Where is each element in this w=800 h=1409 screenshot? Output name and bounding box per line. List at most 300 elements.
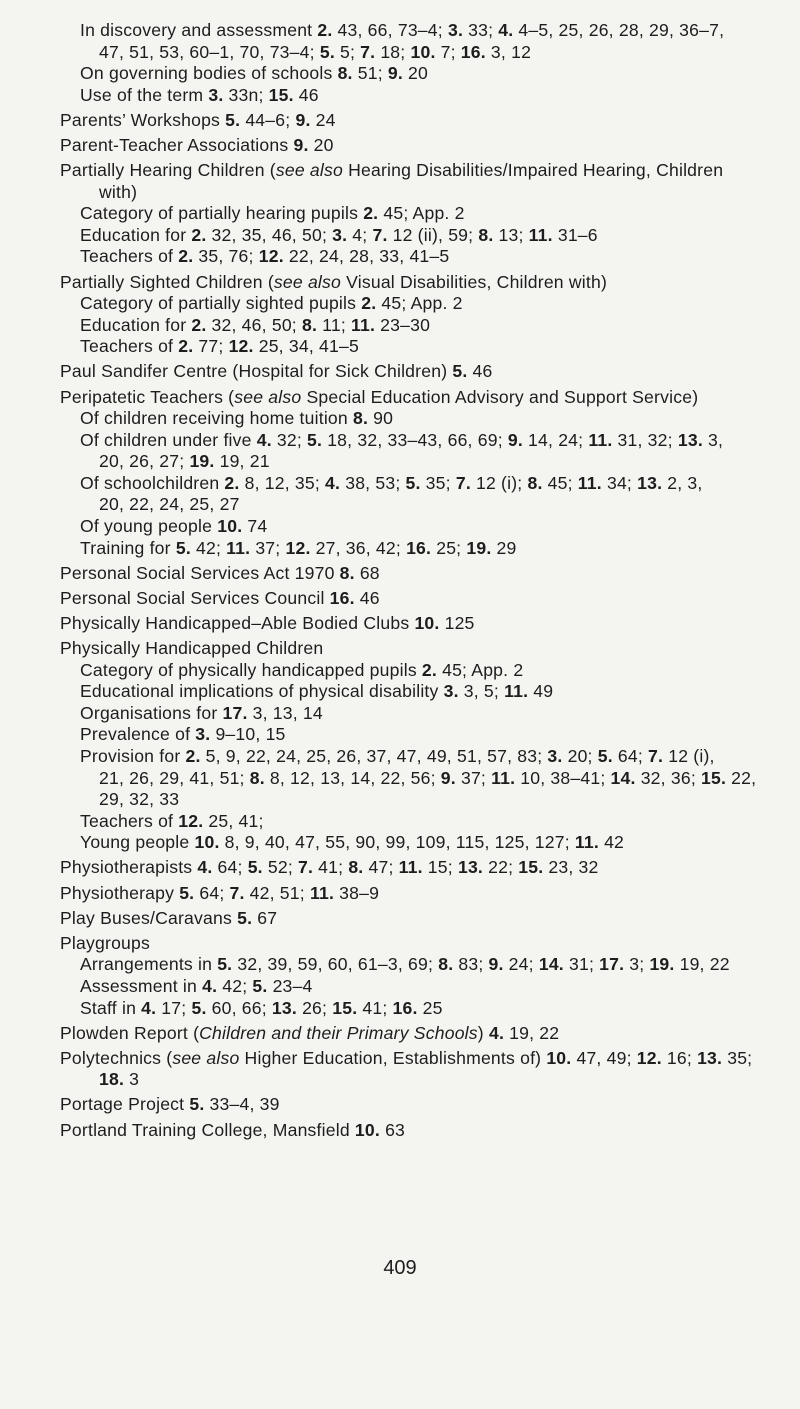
index-line (60, 1094, 785, 1116)
index-line (60, 63, 785, 85)
index-entries (60, 20, 785, 1141)
volume-number: 15. (332, 997, 358, 1018)
volume-number: 5. (252, 975, 268, 996)
entry-text: 38–9 (334, 882, 380, 903)
entry-text: 18; (375, 41, 411, 62)
volume-number: 19. (189, 451, 215, 472)
volume-number: 9. (295, 109, 311, 130)
entry-text: 3, 13, 14 (247, 702, 323, 723)
volume-number: 5. (217, 954, 233, 975)
entry-text: 43, 66, 73–4; (332, 20, 448, 40)
entry-text: 35; (722, 1047, 753, 1068)
entry-text: ) (477, 1022, 489, 1043)
entry-text: 24 (310, 109, 336, 130)
entry-text: 17; (156, 997, 192, 1018)
volume-number: 15. (701, 767, 727, 788)
volume-number: 9. (488, 954, 504, 975)
volume-number: 10. (410, 41, 436, 62)
index-line (60, 387, 785, 409)
entry-text: 3, 12 (485, 41, 532, 62)
entry-text: Young people (80, 832, 195, 853)
entry-text: 12 (i), (663, 746, 715, 766)
volume-number: 12. (285, 537, 311, 558)
entry-text: 34; (601, 472, 638, 493)
entry-text: Personal Social Services Council (60, 587, 330, 608)
cross-reference-text: Children and their Primary Schools (199, 1022, 478, 1043)
entry-text: 90 (368, 408, 394, 429)
entry-text: Visual Disabilities, Children with) (341, 271, 608, 292)
volume-number: 7. (372, 224, 388, 245)
volume-number: 9. (440, 767, 456, 788)
entry-text: Educational implications of physical disability (80, 681, 444, 702)
entry-text: Physiotherapy (60, 882, 180, 903)
entry-text: Of schoolchildren (80, 472, 225, 493)
entry-text: 51; (352, 63, 388, 84)
index-line (60, 20, 785, 42)
volume-number: 11. (491, 767, 516, 788)
volume-number: 15. (518, 857, 544, 878)
entry-text: 64; (612, 746, 649, 766)
entry-text: 35; (420, 472, 456, 493)
entry-text: 12 (ii), 59; (387, 224, 479, 245)
entry-text: 10, 38–41; (515, 767, 611, 788)
volume-number: 10. (354, 1119, 380, 1140)
volume-number: 7. (360, 41, 376, 62)
entry-text: 29, 32, 33 (99, 789, 180, 810)
entry-text: 42; (190, 537, 227, 558)
entry-text: 41; (313, 857, 349, 878)
entry-text: 18, 32, 33–43, 66, 69; (322, 429, 508, 450)
entry-text: 19, 22 (504, 1022, 560, 1043)
index-line (60, 336, 785, 358)
index-line (60, 681, 785, 703)
index-line (60, 563, 785, 585)
entry-text: 60, 66; (206, 997, 272, 1018)
volume-number: 8. (339, 562, 355, 583)
volume-number: 13. (677, 429, 703, 450)
entry-text: Peripatetic Teachers ( (60, 386, 235, 407)
entry-text: 25 (417, 997, 443, 1018)
volume-number: 4. (256, 429, 272, 450)
volume-number: 3. (547, 746, 563, 766)
volume-number: 18. (99, 1069, 125, 1090)
index-line (60, 832, 785, 854)
volume-number: 7. (455, 472, 471, 493)
index-line (60, 135, 785, 157)
entry-text: 22; (483, 857, 519, 878)
entry-text: 74 (242, 516, 268, 537)
volume-number: 2. (191, 224, 207, 245)
index-line (60, 361, 785, 383)
entry-text: 5; (334, 41, 361, 62)
entry-text: 11; (317, 314, 351, 335)
entry-text: Physiotherapists (60, 857, 198, 878)
entry-text: 47, 51, 53, 60–1, 70, 73–4; (99, 41, 320, 62)
volume-number: 13. (637, 472, 663, 493)
entry-text: 37; (455, 767, 492, 788)
entry-text: 14, 24; (522, 429, 589, 450)
cross-reference-text: see also (275, 160, 343, 181)
index-line (60, 613, 785, 635)
entry-text: 52; (262, 857, 298, 878)
entry-text: 33n; (223, 84, 269, 105)
entry-text: 33–4, 39 (204, 1094, 280, 1115)
entry-text: 8, 12, 35; (239, 472, 326, 493)
volume-number: 8. (337, 63, 353, 84)
volume-number: 4. (325, 472, 341, 493)
volume-number: 7. (298, 857, 314, 878)
entry-text: 31; (563, 954, 600, 975)
entry-text: 3; (624, 954, 650, 975)
volume-number: 17. (222, 702, 248, 723)
volume-number: 4. (498, 20, 514, 40)
volume-number: 13. (697, 1047, 723, 1068)
volume-number: 19. (466, 537, 492, 558)
index-line (60, 160, 785, 182)
index-line (60, 857, 785, 879)
index-line (60, 516, 785, 538)
volume-number: 8. (301, 314, 318, 335)
entry-text: Category of partially hearing pupils (80, 203, 364, 224)
entry-text: 31, 32; (612, 429, 678, 450)
volume-number: 4. (141, 997, 157, 1018)
entry-text: 83; (453, 954, 489, 975)
entry-text: Teachers of (80, 246, 179, 267)
entry-text: 5, 9, 22, 24, 25, 26, 37, 47, 49, 51, 57, 83; (200, 746, 548, 766)
volume-number: 11. (398, 857, 423, 878)
volume-number: 14. (610, 767, 636, 788)
entry-text: 64; (212, 857, 248, 878)
volume-number: 11. (528, 224, 553, 245)
entry-text: 26; (296, 997, 333, 1018)
entry-text: 16; (661, 1047, 698, 1068)
volume-number: 11. (504, 681, 529, 702)
volume-number: 10. (194, 832, 220, 853)
index-line (60, 408, 785, 430)
volume-number: 3. (332, 224, 348, 245)
volume-number: 5. (175, 537, 191, 558)
entry-text: 29 (491, 537, 517, 558)
entry-text: 8, 12, 13, 14, 22, 56; (264, 767, 441, 788)
entry-text: 32, 46, 50; (206, 314, 302, 335)
entry-text: 125 (439, 612, 475, 633)
volume-number: 8. (249, 767, 265, 788)
index-line (60, 315, 785, 337)
cross-reference-text: see also (234, 386, 302, 407)
volume-number: 8. (478, 224, 494, 245)
volume-number: 2. (178, 246, 194, 267)
entry-text: 4; (347, 224, 373, 245)
entry-text: 12 (i); (470, 472, 528, 493)
entry-text: Plowden Report ( (60, 1022, 200, 1043)
index-line (60, 724, 785, 746)
index-line (60, 588, 785, 610)
entry-text: 22, 24, 28, 33, 41–5 (283, 246, 450, 267)
volume-number: 2. (185, 746, 201, 766)
volume-number: 10. (414, 612, 440, 633)
volume-number: 8. (527, 472, 543, 493)
index-line (60, 638, 785, 660)
volume-number: 10. (546, 1047, 572, 1068)
entry-text: Prevalence of (80, 724, 196, 745)
index-line (60, 538, 785, 560)
entry-text: 64; (194, 882, 230, 903)
entry-text: Provision for (80, 746, 186, 766)
volume-number: 9. (293, 134, 309, 155)
entry-text: 4–5, 25, 26, 28, 29, 36–7, (513, 20, 725, 40)
entry-text: 63 (379, 1119, 406, 1140)
entry-text: Partially Sighted Children ( (60, 271, 274, 292)
index-line (60, 954, 785, 976)
entry-text: 3 (124, 1069, 140, 1090)
entry-text: 46 (467, 361, 493, 382)
entry-text: 20 (308, 134, 334, 155)
volume-number: 8. (353, 408, 369, 429)
entry-text: Use of the term (80, 84, 209, 105)
entry-text: Portage Project (60, 1094, 190, 1115)
volume-number: 16. (460, 41, 486, 62)
volume-number: 11. (588, 429, 613, 450)
entry-text: with) (99, 181, 138, 202)
entry-text: Parent-Teacher Associations (60, 134, 294, 155)
volume-number: 11. (351, 314, 376, 335)
index-line (60, 768, 785, 790)
entry-text: 42; (217, 975, 253, 996)
index-line (60, 203, 785, 225)
entry-text: 20, 22, 24, 25, 27 (99, 494, 240, 515)
entry-text: 20, 26, 27; (99, 451, 190, 472)
entry-text: Polytechnics ( (60, 1047, 173, 1068)
entry-text: Arrangements in (80, 954, 218, 975)
entry-text: Hearing Disabilities/Impaired Hearing, Children (342, 160, 724, 181)
volume-number: 12. (178, 810, 204, 831)
page-number: 409 (383, 1257, 417, 1279)
volume-number: 4. (202, 975, 218, 996)
entry-text: 45; App. 2 (378, 203, 465, 224)
entry-text: 23, 32 (543, 857, 599, 878)
entry-text: 22, (726, 767, 757, 788)
entry-text: 25, 41; (203, 810, 264, 831)
entry-text: Personal Social Services Act 1970 (60, 562, 340, 583)
entry-text: 68 (354, 562, 380, 583)
index-line (60, 703, 785, 725)
entry-text: Higher Education, Establishments of) (239, 1047, 547, 1068)
entry-text: 21, 26, 29, 41, 51; (99, 767, 250, 788)
volume-number: 11. (226, 537, 251, 558)
entry-text: Education for (80, 224, 192, 245)
entry-text: 32, 36; (635, 767, 701, 788)
volume-number: 5. (179, 882, 195, 903)
volume-number: 11. (577, 472, 602, 493)
volume-number: 15. (268, 84, 294, 105)
entry-text: Special Education Advisory and Support Service) (301, 386, 699, 407)
volume-number: 9. (387, 63, 403, 84)
index-line (60, 272, 785, 294)
entry-text: 3, 5; (458, 681, 505, 702)
entry-text: 8, 9, 40, 47, 55, 90, 99, 109, 115, 125, 127; (219, 832, 575, 853)
volume-number: 4. (197, 857, 213, 878)
entry-text: 19, 22 (674, 954, 730, 975)
entry-text: 2, 3, (662, 472, 703, 493)
volume-number: 16. (392, 997, 418, 1018)
entry-text: 13; (493, 224, 529, 245)
volume-number: 11. (574, 832, 599, 853)
entry-text: 42 (598, 832, 625, 853)
entry-text: 23–30 (375, 314, 431, 335)
entry-text: Parents’ Workshops (60, 109, 226, 130)
index-line (60, 660, 785, 682)
volume-number: 12. (228, 336, 254, 357)
index-line (60, 110, 785, 132)
index-line (60, 746, 785, 768)
volume-number: 5. (225, 109, 241, 130)
volume-number: 7. (648, 746, 664, 766)
volume-number: 5. (247, 857, 263, 878)
entry-text: 20; (562, 746, 598, 766)
volume-number: 17. (599, 954, 625, 975)
entry-text: 41; (357, 997, 393, 1018)
entry-text: 47, 49; (571, 1047, 637, 1068)
index-line (60, 1120, 785, 1142)
entry-text: Organisations for (80, 702, 223, 723)
entry-text: 38, 53; (340, 472, 406, 493)
index-line (60, 1023, 785, 1045)
entry-text: Assessment in (80, 975, 203, 996)
volume-number: 13. (457, 857, 484, 878)
entry-text: 35, 76; (193, 246, 259, 267)
index-line (60, 293, 785, 315)
index-line (60, 42, 785, 64)
entry-text: Staff in (80, 997, 142, 1018)
index-line (60, 1048, 785, 1070)
entry-text: 20 (402, 63, 429, 84)
index-line (60, 1069, 785, 1091)
entry-text: 31–6 (552, 224, 598, 245)
entry-text: 42, 51; (244, 882, 310, 903)
volume-number: 5. (319, 41, 335, 62)
volume-number: 9. (507, 429, 523, 450)
index-line (60, 473, 785, 495)
volume-number: 5. (189, 1094, 205, 1115)
entry-text: Physically Handicapped–Able Bodied Clubs (60, 612, 415, 633)
volume-number: 14. (538, 954, 564, 975)
entry-text: Partially Hearing Children ( (60, 160, 276, 181)
index-line (60, 246, 785, 268)
volume-number: 5. (597, 746, 613, 766)
entry-text: Paul Sandifer Centre (Hospital for Sick Children) (60, 361, 453, 382)
entry-text: Teachers of (80, 336, 179, 357)
entry-text: 3, (702, 429, 724, 450)
entry-text: Category of partially sighted pupils (80, 293, 362, 314)
entry-text: 27, 36, 42; (310, 537, 407, 558)
index-line (60, 811, 785, 833)
entry-text: Portland Training College, Mansfield (60, 1119, 355, 1140)
entry-text: 32; (271, 429, 308, 450)
volume-number: 12. (636, 1047, 662, 1068)
index-line (60, 451, 785, 473)
entry-text: Play Buses/Caravans (60, 907, 238, 928)
entry-text: Playgroups (60, 932, 151, 953)
volume-number: 5. (405, 472, 421, 493)
entry-text: 19, 21 (214, 451, 270, 472)
entry-text: 46 (354, 587, 380, 608)
entry-text: Of young people (80, 516, 218, 537)
volume-number: 2. (421, 659, 437, 680)
index-line (60, 85, 785, 107)
volume-number: 4. (488, 1022, 505, 1043)
entry-text: Category of physically handicapped pupils (80, 659, 422, 680)
volume-number: 3. (195, 724, 211, 745)
entry-text: On governing bodies of schools (80, 63, 338, 84)
cross-reference-text: see also (273, 271, 342, 292)
entry-text: 25; (431, 537, 467, 558)
entry-text: 45; App. 2 (376, 293, 463, 314)
entry-text: 32, 39, 59, 60, 61–3, 69; (232, 954, 439, 975)
volume-number: 16. (329, 587, 355, 608)
volume-number: 2. (178, 336, 194, 357)
entry-text: 67 (252, 907, 278, 928)
volume-number: 3. (447, 20, 464, 40)
cross-reference-text: see also (172, 1047, 240, 1068)
volume-number: 12. (258, 246, 284, 267)
entry-text: Training for (80, 537, 176, 558)
entry-text: Teachers of (80, 810, 179, 831)
index-line (60, 430, 785, 452)
volume-number: 5. (191, 997, 207, 1018)
entry-text: 47; (363, 857, 399, 878)
volume-number: 11. (309, 882, 335, 903)
entry-text: 77; (193, 336, 229, 357)
index-line (60, 998, 785, 1020)
entry-text: 25, 34, 41–5 (253, 336, 359, 357)
entry-text: 44–6; (240, 109, 296, 130)
entry-text: Physically Handicapped Children (60, 638, 324, 659)
index-line (60, 933, 785, 955)
entry-text: 49 (528, 681, 554, 702)
index-line (60, 789, 785, 811)
volume-number: 2. (361, 293, 377, 314)
entry-text: 33; (463, 20, 499, 40)
index-line (60, 976, 785, 998)
volume-number: 5. (237, 907, 253, 928)
entry-text: Of children under five (80, 429, 257, 450)
volume-number: 8. (438, 954, 454, 975)
volume-number: 2. (191, 314, 207, 335)
index-line (60, 225, 785, 247)
entry-text: 45; (542, 472, 578, 493)
entry-text: 7; (435, 41, 461, 62)
entry-text: 23–4 (267, 975, 313, 996)
entry-text: 9–10, 15 (210, 724, 286, 745)
entry-text: 24; (503, 954, 539, 975)
volume-number: 3. (208, 84, 224, 105)
volume-number: 19. (649, 954, 675, 975)
volume-number: 3. (443, 681, 459, 702)
entry-text: 45; App. 2 (437, 659, 524, 680)
entry-text: Of children receiving home tuition (80, 408, 353, 429)
volume-number: 7. (229, 882, 245, 903)
entry-text: 32, 35, 46, 50; (206, 224, 333, 245)
entry-text: 15; (422, 857, 458, 878)
entry-text: In discovery and assessment (80, 20, 318, 40)
volume-number: 13. (271, 997, 297, 1018)
volume-number: 2. (317, 20, 333, 40)
entry-text: 46 (293, 84, 319, 105)
index-line (60, 883, 785, 905)
entry-text: Education for (80, 314, 192, 335)
volume-number: 16. (406, 537, 432, 558)
volume-number: 2. (224, 472, 240, 493)
